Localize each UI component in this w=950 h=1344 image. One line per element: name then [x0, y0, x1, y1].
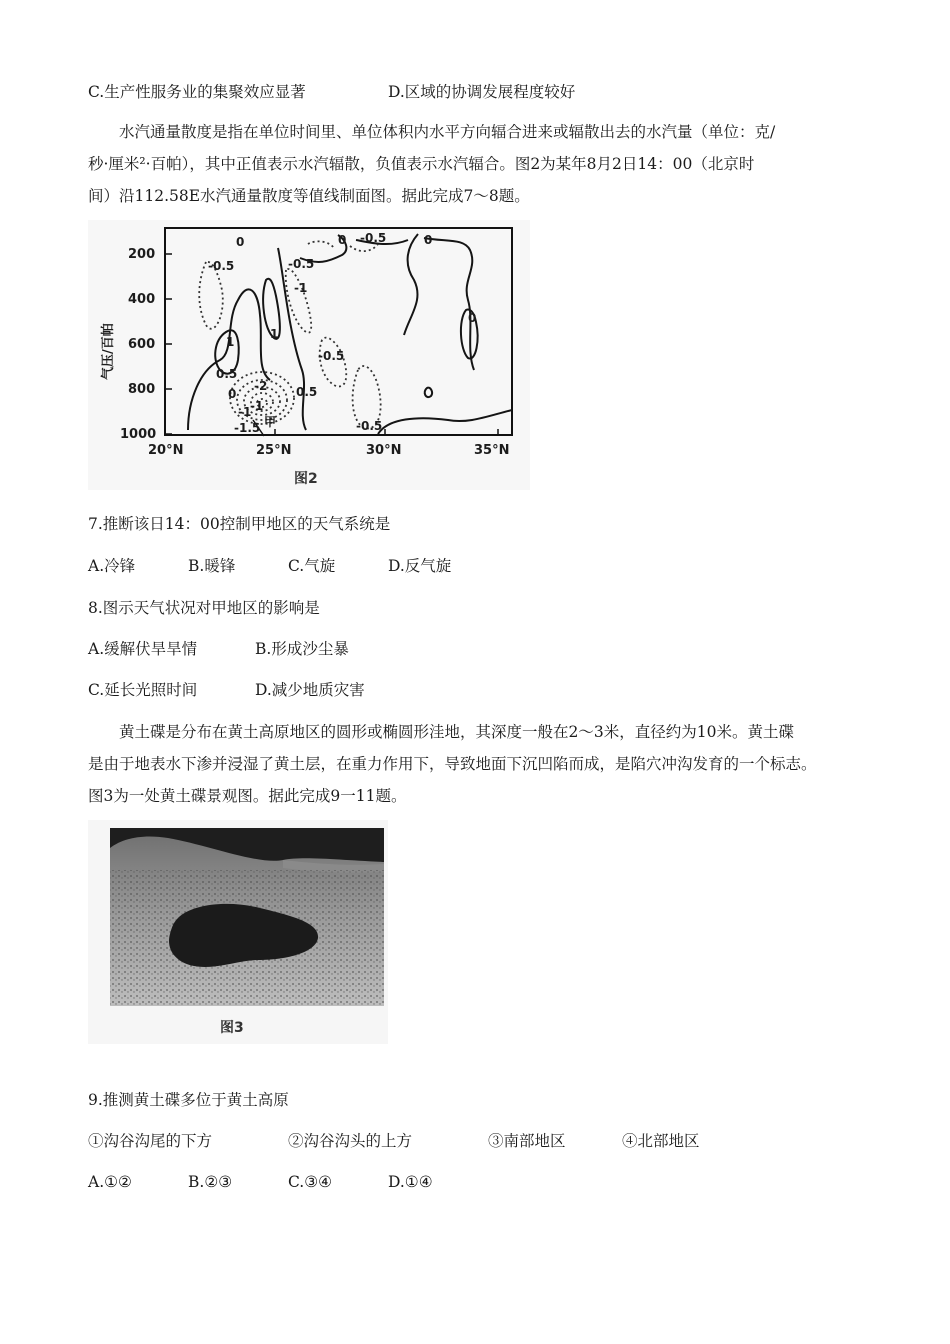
q9-option-c: C.③④: [288, 1173, 333, 1191]
figure-2-contour-chart: [88, 220, 530, 490]
q7-option-d: D.反气旋: [388, 557, 452, 575]
q7-option-b: B.暖锋: [188, 557, 236, 575]
q8-stem: 8.图示天气状况对甲地区的影响是: [88, 599, 320, 617]
intro-7-8-line1: 水汽通量散度是指在单位时间里、单位体积内水平方向辐合进来或辐散出去的水汽量（单位：克/: [119, 123, 776, 141]
q8-option-a: A.缓解伏旱旱情: [88, 640, 198, 658]
q9-statement-4: ④北部地区: [622, 1132, 700, 1150]
y-tick-label: 200: [128, 247, 156, 262]
intro-9-11-line1: 黄土碟是分布在黄土高原地区的圆形或椭圆形洼地，其深度一般在2～3米，直径约为10米。黄土碟: [119, 723, 794, 741]
q9-option-a: A.①②: [88, 1173, 132, 1191]
q9-option-b: B.②③: [188, 1173, 233, 1191]
q7-options: [88, 556, 451, 576]
q8-option-b: B.形成沙尘暴: [255, 640, 349, 658]
y-tick-marks: [165, 254, 172, 434]
q9-option-d: D.①④: [388, 1173, 433, 1191]
x-tick-label: 25°N: [256, 443, 292, 458]
contour-label: 0: [468, 311, 477, 325]
contour-label: -1: [294, 281, 308, 295]
contour-label: -0.5: [208, 259, 235, 273]
contour-label: -1: [238, 405, 252, 419]
contour-label: 0.5: [216, 367, 238, 381]
x-tick-label: 35°N: [474, 443, 510, 458]
intro-7-8-line3: 间）沿112.58E水汽通量散度等值线制面图。据此完成7～8题。: [88, 187, 530, 205]
contour-label: -1: [250, 399, 264, 413]
contour-label: -2: [254, 379, 268, 393]
x-tick-label: 30°N: [366, 443, 402, 458]
q6-option-c: C.生产性服务业的集聚效应显著: [88, 83, 306, 101]
q8-option-c: C.延长光照时间: [88, 681, 198, 699]
contour-label: -0.5: [288, 257, 315, 271]
y-tick-label: 800: [128, 382, 156, 397]
intro-9-11-line3: 图3为一处黄土碟景观图。据此完成9一11题。: [88, 787, 407, 805]
figure-2-caption: 图2: [294, 471, 318, 487]
intro-7-8-line2: 秒·厘米²·百帕），其中正值表示水汽辐散，负值表示水汽辐合。图2为某年8月2日14：00（北京时: [88, 155, 755, 173]
q9-statement-1: ①沟谷沟尾的下方: [88, 1132, 213, 1150]
q9-stem: 9.推测黄土碟多位于黄土高原: [88, 1091, 289, 1109]
contour-label: -0.5: [356, 419, 383, 433]
x-tick-label: 20°N: [148, 443, 184, 458]
contour-labels: [208, 231, 476, 435]
q7-option-a: A.冷锋: [88, 557, 136, 575]
q8-options-row1: [88, 639, 349, 659]
y-axis-label: 气压/百帕: [101, 323, 116, 380]
q6-option-d: D.区域的协调发展程度较好: [388, 83, 576, 101]
q7-stem: 7.推断该日14：00控制甲地区的天气系统是: [88, 515, 391, 533]
contour-label: -0.5: [360, 231, 387, 245]
contour-label: 0: [424, 233, 433, 247]
q9-statements: [88, 1131, 700, 1151]
contour-label: 0.5: [296, 385, 318, 399]
q9-statement-3: ③南部地区: [488, 1132, 566, 1150]
figure-3-svg: [88, 820, 388, 1044]
figure-3-caption: 图3: [220, 1020, 244, 1036]
q9-statement-2: ②沟谷沟头的上方: [288, 1132, 413, 1150]
figure-3-photo: [88, 820, 388, 1044]
contour-label: -0.5: [318, 349, 345, 363]
contour-label: 0: [236, 235, 245, 249]
intro-9-11: [88, 716, 878, 812]
q8-option-d: D.减少地质灾害: [255, 681, 365, 699]
y-tick-label: 600: [128, 337, 156, 352]
y-tick-label: 1000: [120, 427, 157, 442]
contour-label: 1: [226, 335, 235, 349]
contour-label: 1: [270, 327, 279, 341]
q7-option-c: C.气旋: [288, 557, 336, 575]
contour-label: 0: [228, 387, 237, 401]
point-jia-label: 甲: [264, 415, 277, 429]
y-tick-label: 400: [128, 292, 156, 307]
intro-7-8: [88, 116, 878, 212]
contour-label: 0: [338, 233, 347, 247]
q9-options: [88, 1172, 433, 1192]
figure-2-svg: [88, 220, 530, 490]
q8-options-row2: [88, 680, 365, 700]
contour-label: -1.5: [234, 421, 261, 435]
intro-9-11-line2: 是由于地表水下渗并浸湿了黄土层，在重力作用下，导致地面下沉凹陷而成，是陷穴冲沟发育的一个标志。: [88, 755, 817, 773]
